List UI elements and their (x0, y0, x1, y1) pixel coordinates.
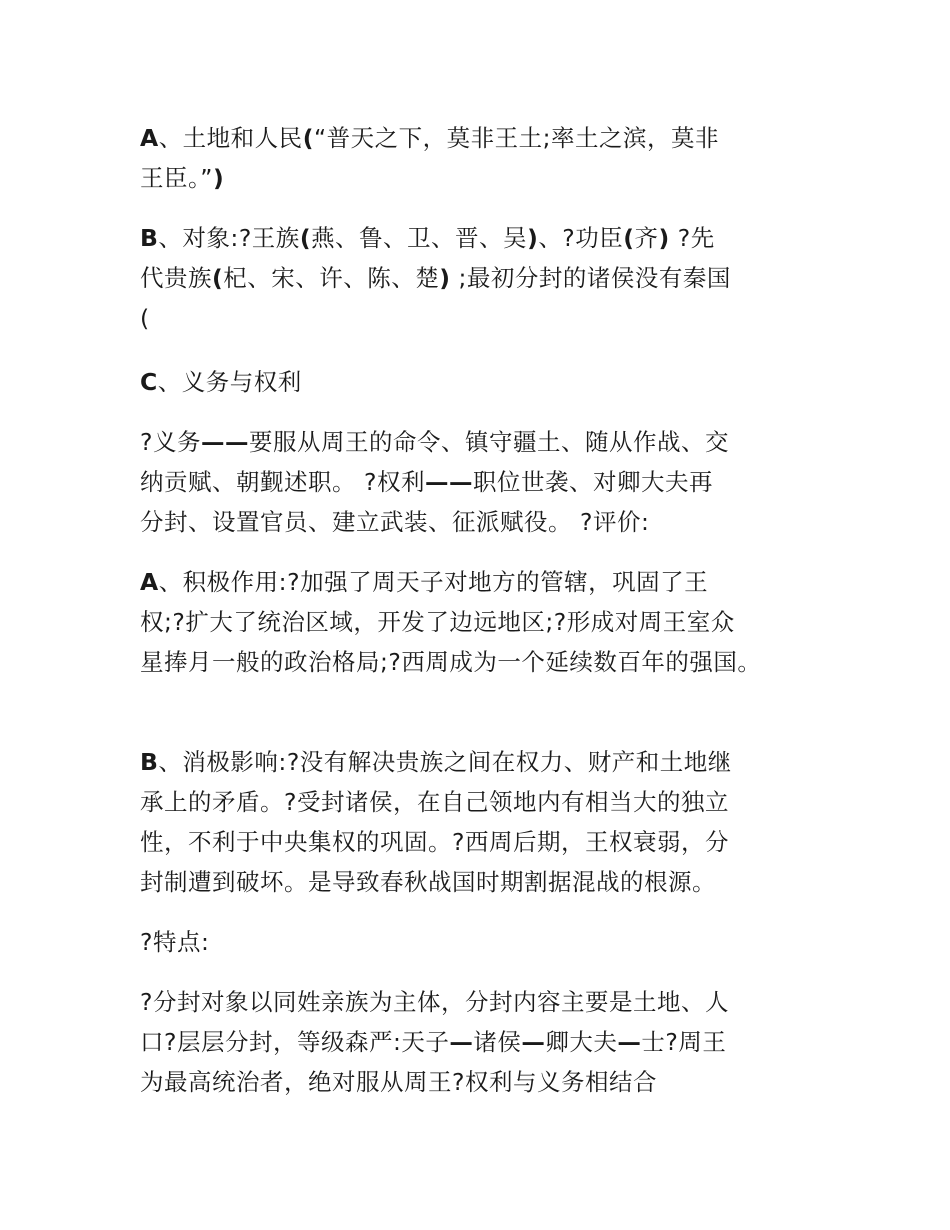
text-run: ?先 (669, 224, 715, 252)
text-line (140, 642, 840, 682)
paragraph (140, 562, 840, 682)
bold-text-run: ) (658, 224, 670, 252)
text-run: 要服从周王的命令、镇守疆土、随从作战、交 (248, 428, 729, 456)
bold-text-run: ) (439, 264, 451, 292)
text-line (140, 1022, 840, 1062)
text-line (140, 562, 840, 602)
text-run: 承上的矛盾。?受封诸侯，在自己领地内有相当大的独立 (140, 788, 729, 816)
bold-text-run: ( (212, 264, 224, 292)
text-line (140, 158, 840, 198)
text-run: ?分封对象以同姓亲族为主体，分封内容主要是土地、人 (140, 988, 729, 1016)
text-run: 职位世袭、对卿大夫再 (472, 468, 713, 496)
text-run: ( (140, 304, 150, 332)
text-run: “普天之下，莫非王土;率土之滨，莫非 (313, 124, 720, 152)
bold-text-run: — (449, 1028, 474, 1056)
text-run: 、对象:?王族 (158, 224, 300, 252)
paragraph (140, 218, 840, 338)
text-line (140, 742, 840, 782)
bold-text-run: ( (299, 224, 312, 252)
text-line (140, 422, 840, 462)
text-run: 纳贡赋、朝觐述职。 ?权利 (140, 468, 425, 496)
text-run: 口?层层分封，等级森严:天子 (140, 1028, 450, 1056)
text-run: 卿大夫 (545, 1028, 618, 1056)
bold-text-run: —— (200, 428, 249, 456)
text-run: 、消极影响:?没有解决贵族之间在权力、财产和土地继 (158, 748, 732, 776)
text-run: 王臣。” (140, 164, 213, 192)
bold-text-run: B (140, 748, 159, 776)
bold-text-run: ( (302, 124, 314, 152)
text-line (140, 982, 840, 1022)
bold-text-run: A (140, 124, 159, 152)
text-run: ;最初分封的诸侯没有秦国 (450, 264, 731, 292)
bold-text-run: ) (527, 224, 539, 252)
text-run: 齐 (634, 224, 659, 252)
paragraph (140, 922, 840, 962)
text-run: 分封、设置官员、建立武装、征派赋役。 ?评价: (140, 508, 650, 536)
text-run: 、?功臣 (538, 224, 624, 252)
text-line (140, 502, 840, 542)
text-run: ?义务 (140, 428, 201, 456)
text-run: 代贵族 (140, 264, 212, 292)
text-line (140, 362, 840, 402)
text-run: 士?周王 (641, 1028, 727, 1056)
text-line (140, 602, 840, 642)
text-run: 燕、鲁、卫、晋、吴 (311, 224, 528, 252)
bold-text-run: — (521, 1028, 546, 1056)
text-line (140, 258, 840, 298)
text-line (140, 862, 840, 902)
text-run: 、义务与权利 (157, 368, 302, 396)
text-line (140, 922, 840, 962)
document-page (140, 118, 840, 1102)
text-line (140, 782, 840, 822)
text-run: 星捧月一般的政治格局;?西周成为一个延续数百年的强国。 (140, 648, 762, 676)
bold-text-run: — (617, 1028, 642, 1056)
paragraph (140, 742, 840, 902)
text-line (140, 218, 840, 258)
text-line (140, 822, 840, 862)
text-line (140, 462, 840, 502)
bold-text-run: A (140, 568, 159, 596)
paragraph (140, 982, 840, 1102)
text-run: 权;?扩大了统治区域，开发了边远地区;?形成对周王室众 (140, 608, 735, 636)
paragraph (140, 422, 840, 542)
text-run: 、土地和人民 (158, 124, 303, 152)
paragraph (140, 362, 840, 402)
text-run: 性，不利于中央集权的巩固。?西周后期，王权衰弱，分 (140, 828, 729, 856)
text-line (140, 298, 840, 338)
text-line (140, 118, 840, 158)
bold-text-run: ) (212, 164, 225, 192)
bold-text-run: ( (623, 224, 635, 252)
bold-text-run: —— (424, 468, 473, 496)
text-run: 、积极作用:?加强了周天子对地方的管辖，巩固了王 (158, 568, 709, 596)
text-run: 诸侯 (473, 1028, 522, 1056)
text-run: 杞、宋、许、陈、楚 (223, 264, 440, 292)
paragraph (140, 118, 840, 198)
bold-text-run: C (140, 368, 158, 396)
text-run: 为最高统治者，绝对服从周王?权利与义务相结合 (140, 1068, 657, 1096)
text-run: 封制遭到破坏。是导致春秋战国时期割据混战的根源。 (140, 868, 716, 896)
bold-text-run: B (140, 224, 159, 252)
text-run: ?特点: (140, 928, 210, 956)
text-line (140, 1062, 840, 1102)
